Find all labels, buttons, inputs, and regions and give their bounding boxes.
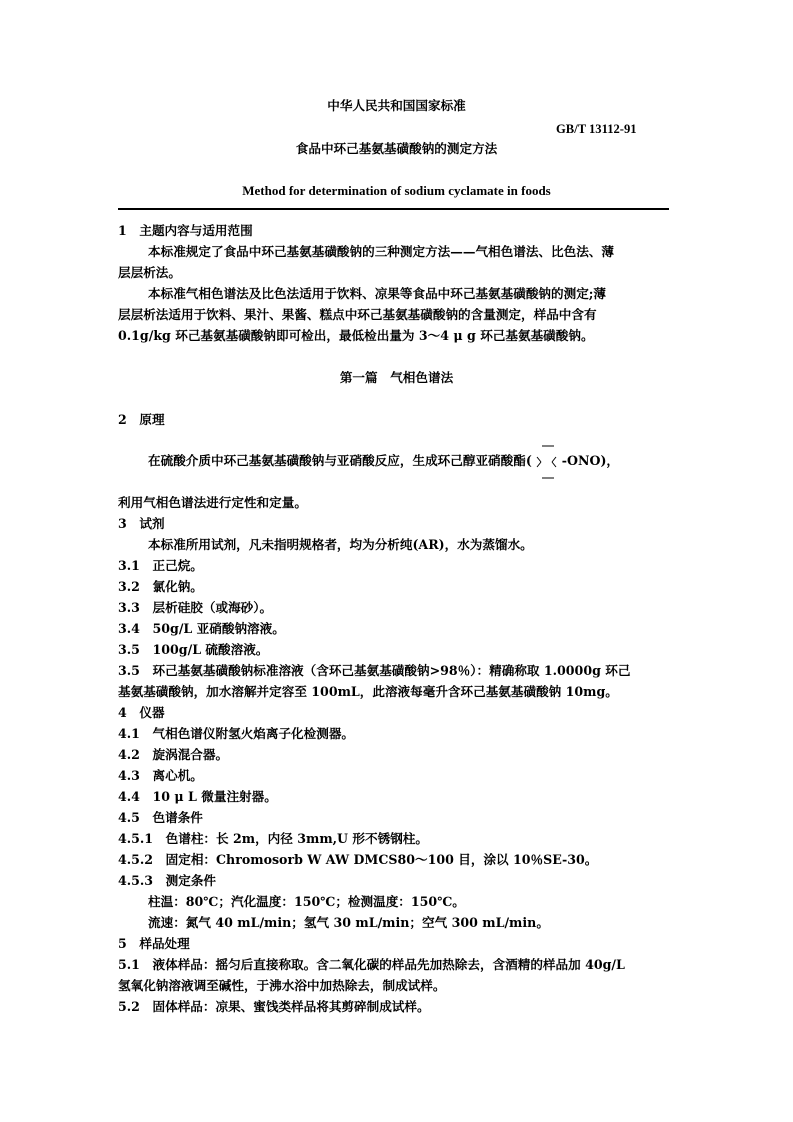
instrument-4-4: 4.4 10 μ L 微量注射器。 <box>118 789 277 804</box>
national-standard-title: 中华人民共和国国家标准 <box>327 98 466 113</box>
section-1-para1-line2: 层层析法。 <box>118 265 181 280</box>
principle-line2: 利用气相色谱法进行定性和定量。 <box>118 495 307 510</box>
sample-5-1-line1: 5.1 液体样品：摇匀后直接称取。含二氧化碳的样品先加热除去，含酒精的样品加 40g/L <box>118 957 625 972</box>
sample-5-2: 5.2 固体样品：凉果、蜜饯类样品将其剪碎制成试样。 <box>118 999 430 1014</box>
document-title-cn: 食品中环己基氨基磺酸钠的测定方法 <box>295 141 498 156</box>
header-rule <box>118 208 669 210</box>
reagent-3-5: 3.5 100g/L 硫酸溶液。 <box>118 642 269 657</box>
instrument-4-1: 4.1 气相色谱仪附氢火焰离子化检测器。 <box>118 726 355 741</box>
instrument-4-5: 4.5 色谱条件 <box>118 810 203 825</box>
principle-line1 <box>148 453 619 470</box>
section-4-heading: 4 仪器 <box>118 705 165 720</box>
temperature-conditions: 柱温：80℃；汽化温度：150℃；检测温度：150℃。 <box>148 894 465 909</box>
section-1-heading: 1 主题内容与适用范围 <box>118 223 253 238</box>
reagent-3-1: 3.1 正己烷。 <box>118 558 203 573</box>
reagent-standard-line2: 基氨基磺酸钠，加水溶解并定容至 100mL，此溶液每毫升含环己基氨基磺酸钠 10mg。 <box>118 684 618 699</box>
document-title-en: Method for determination of sodium cyclamate in foods <box>242 183 551 198</box>
section-1-para2-line3: 0.1g/kg 环己基氨基磺酸钠即可检出，最低检出量为 3～4 μ g 环己基氨基磺酸钠。 <box>118 328 594 343</box>
instrument-4-5-3: 4.5.3 测定条件 <box>118 873 217 888</box>
reagent-3-3: 3.3 层析硅胶（或海砂）。 <box>118 600 273 615</box>
section-5-heading: 5 样品处理 <box>118 936 190 951</box>
standard-number: GB/T 13112-91 <box>556 122 637 136</box>
reagents-intro: 本标准所用试剂，凡未指明规格者，均为分析纯(AR)，水为蒸馏水。 <box>148 537 533 552</box>
reagent-3-4: 3.4 50g/L 亚硝酸钠溶液。 <box>118 621 285 636</box>
instrument-4-2: 4.2 旋涡混合器。 <box>118 747 229 762</box>
instrument-4-3: 4.3 离心机。 <box>118 768 203 783</box>
reagent-standard-line1: 3.5 环己基氨基磺酸钠标准溶液（含环己基氨基磺酸钠>98％）：精确称取 1.0000g 环己 <box>118 663 631 678</box>
section-3-heading: 3 试剂 <box>118 516 165 531</box>
principle-text-b: -ONO)， <box>561 453 620 468</box>
section-1-para1-line1: 本标准规定了食品中环己基氨基磺酸钠的三种测定方法——气相色谱法、比色法、薄 <box>148 244 614 259</box>
reagent-3-2: 3.2 氯化钠。 <box>118 579 203 594</box>
instrument-4-5-1: 4.5.1 色谱柱：长 2m，内径 3mm,U 形不锈钢柱。 <box>118 831 428 846</box>
section-2-heading: 2 原理 <box>118 412 165 427</box>
sample-5-1-line2: 氢氧化钠溶液调至碱性，于沸水浴中加热除去，制成试样。 <box>118 978 446 993</box>
flow-conditions: 流速：氮气 40 mL/min；氢气 30 mL/min；空气 300 mL/min。 <box>148 915 549 930</box>
section-1-para2-line1: 本标准气相色谱法及比色法适用于饮料、凉果等食品中环己基氨基磺酸钠的测定;薄 <box>148 286 607 301</box>
section-1-para2-line2: 层层析法适用于饮料、果汁、果酱、糕点中环己基氨基磺酸钠的含量测定，样品中含有 <box>118 307 597 322</box>
principle-text-a: 在硫酸介质中环己基氨基磺酸钠与亚硝酸反应，生成环己醇亚硝酸酯( <box>148 453 532 468</box>
instrument-4-5-2: 4.5.2 固定相：Chromosorb W AW DMCS80～100 目，涂以 10％SE-30。 <box>118 852 598 867</box>
cyclohexyl-ring-icon <box>534 454 560 470</box>
part-one-heading: 第一篇 气相色谱法 <box>339 370 454 385</box>
